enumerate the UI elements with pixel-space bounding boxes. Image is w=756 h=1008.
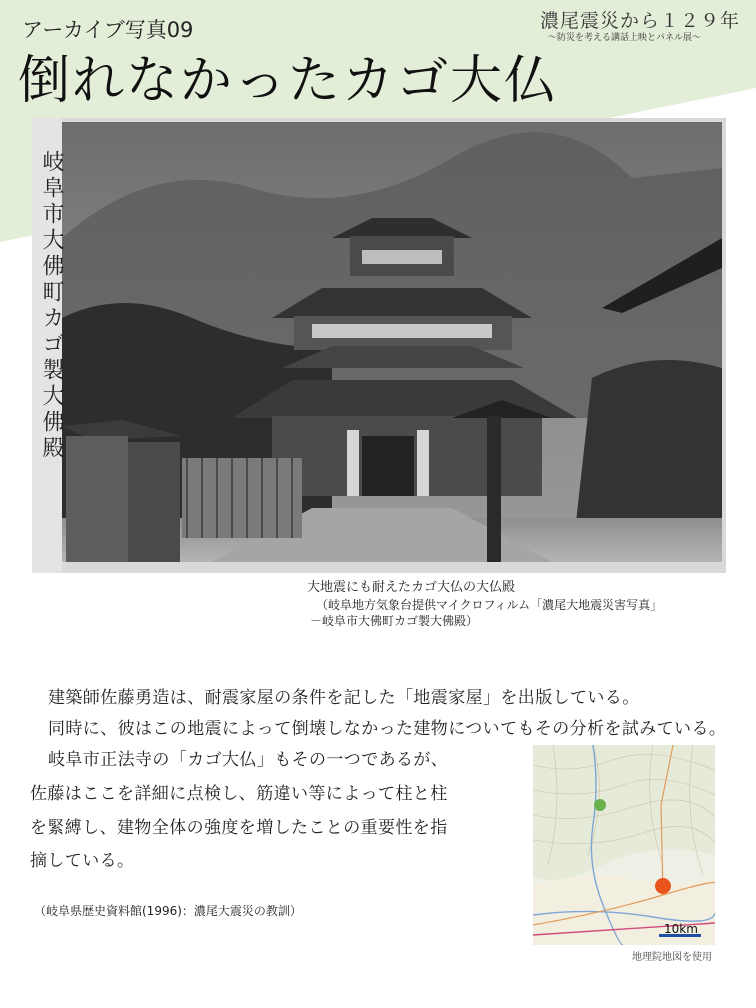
- body-line-6: 摘している。: [30, 851, 135, 871]
- map-marker-orange: [655, 878, 671, 894]
- event-subtitle: ～防災を考える講話上映とパネル展～: [548, 33, 702, 43]
- map-marker-green: [594, 799, 606, 811]
- archive-label: アーカイブ写真09: [22, 18, 194, 42]
- page-title: 倒れなかったカゴ大仏: [18, 51, 559, 111]
- photo-caption-title: －岐阜市大佛町カゴ製大佛殿）: [310, 614, 479, 628]
- location-map: [533, 745, 715, 945]
- body-line-5: を緊縛し、建物全体の強度を増したことの重要性を指: [30, 818, 448, 838]
- body-line-1: 建築師佐藤勇造は、耐震家屋の条件を記した「地震家屋」を出版している。: [48, 688, 640, 708]
- body-line-3: 岐阜市正法寺の「カゴ大仏」もその一つであるが、: [48, 750, 449, 770]
- photo-caption: 大地震にも耐えたカゴ大仏の大仏殿: [307, 580, 516, 595]
- photo-inscription: 岐阜市大佛町カゴ製大佛殿: [39, 150, 64, 462]
- map-scale-label: 10km: [664, 922, 698, 936]
- event-title: 濃尾震災から１２９年: [540, 10, 741, 32]
- reference-citation: （岐阜県歴史資料館(1996)：濃尾大震災の教訓）: [34, 904, 302, 918]
- archive-photo: [32, 118, 726, 573]
- map-credit: 地理院地図を使用: [632, 952, 712, 963]
- photo-caption-source: （岐阜地方気象台提供マイクロフィルム「濃尾大地震災害写真」: [316, 598, 663, 612]
- body-line-2: 同時に、彼はこの地震によって倒壊しなかった建物についてもその分析を試みている。: [48, 719, 727, 739]
- body-line-4: 佐藤はここを詳細に点検し、筋違い等によって柱と柱: [30, 784, 448, 804]
